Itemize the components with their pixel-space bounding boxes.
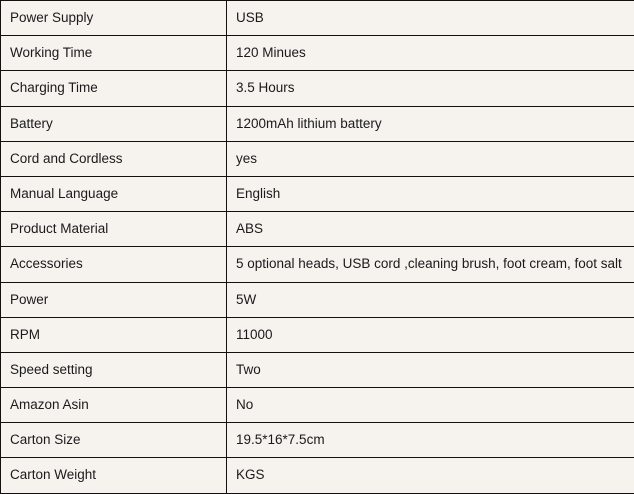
- spec-value: 120 Minues: [227, 36, 634, 71]
- spec-label: Product Material: [1, 212, 227, 247]
- table-row: [1, 106, 634, 141]
- spec-label: Power Supply: [1, 1, 227, 36]
- table-row: [1, 141, 634, 176]
- table-row: [1, 282, 634, 317]
- spec-value: No: [227, 388, 634, 423]
- spec-value: USB: [227, 1, 634, 36]
- spec-value: English: [227, 176, 634, 211]
- spec-value: ABS: [227, 212, 634, 247]
- table-row: [1, 176, 634, 211]
- spec-label: Speed setting: [1, 352, 227, 387]
- spec-label: Cord and Cordless: [1, 141, 227, 176]
- spec-value: Two: [227, 352, 634, 387]
- spec-value: 11000: [227, 317, 634, 352]
- spec-value: 1200mAh lithium battery: [227, 106, 634, 141]
- table-row: [1, 458, 634, 493]
- spec-label: Accessories: [1, 247, 227, 282]
- spec-label: Amazon Asin: [1, 388, 227, 423]
- spec-value: KGS: [227, 458, 634, 493]
- spec-label: Manual Language: [1, 176, 227, 211]
- spec-label: Charging Time: [1, 71, 227, 106]
- table-row: [1, 317, 634, 352]
- table-row: [1, 1, 634, 36]
- table-row: [1, 423, 634, 458]
- spec-label: Power: [1, 282, 227, 317]
- spec-label: Carton Size: [1, 423, 227, 458]
- spec-label: Battery: [1, 106, 227, 141]
- spec-value: 5W: [227, 282, 634, 317]
- table-row: [1, 247, 634, 282]
- spec-value: 5 optional heads, USB cord ,cleaning brush, foot cream, foot salt: [227, 247, 634, 282]
- table-row: [1, 352, 634, 387]
- spec-label: Carton Weight: [1, 458, 227, 493]
- spec-value: 3.5 Hours: [227, 71, 634, 106]
- table-body: [1, 1, 634, 494]
- table-row: [1, 71, 634, 106]
- spec-value: yes: [227, 141, 634, 176]
- table-row: [1, 212, 634, 247]
- spec-value: 19.5*16*7.5cm: [227, 423, 634, 458]
- table-row: [1, 36, 634, 71]
- table-row: [1, 388, 634, 423]
- spec-label: Working Time: [1, 36, 227, 71]
- spec-label: RPM: [1, 317, 227, 352]
